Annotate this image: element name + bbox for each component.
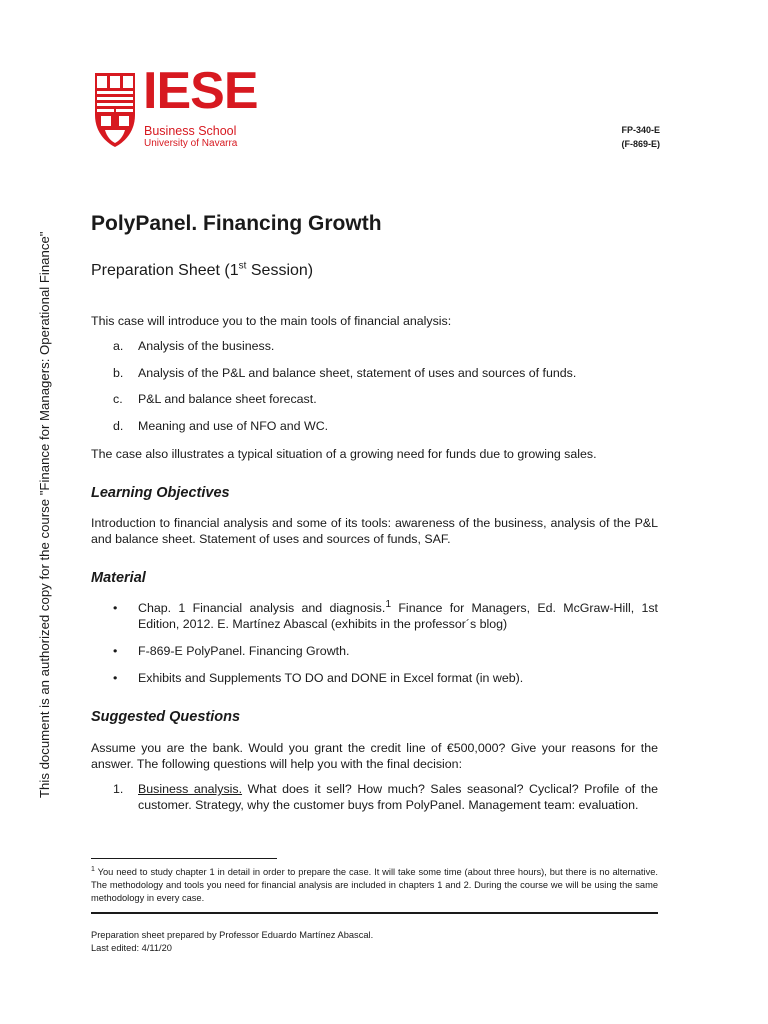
footer-divider	[91, 912, 658, 914]
list-item: • Exhibits and Supplements TO DO and DONE in Excel format (in web).	[113, 671, 524, 685]
document-title: PolyPanel. Financing Growth	[91, 212, 382, 235]
footnote-divider	[91, 858, 277, 859]
page-footer	[91, 929, 373, 955]
document-code-secondary: (F-869-E)	[621, 139, 660, 149]
intro-paragraph: This case will introduce you to the main tools of financial analysis:	[91, 314, 452, 328]
intro-closing-paragraph: The case also illustrates a typical situation of a growing need for funds due to growing sales.	[91, 447, 597, 461]
suggested-questions-intro: Assume you are the bank. Would you grant the credit line of €500,000? Give your reasons for the answer. The following questions will help you with the final decision:	[91, 741, 658, 771]
section-heading-suggested-questions: Suggested Questions	[91, 709, 241, 725]
learning-objectives-text: Introduction to financial analysis and some of its tools: awareness of the business, analysis of the P&L and balance sheet. Statement of uses and sources of funds, SAF.	[91, 516, 658, 546]
bullet-icon: •	[113, 601, 118, 615]
logo-subtitle-university: University of Navarra	[144, 138, 238, 149]
section-heading-learning-objectives: Learning Objectives	[91, 485, 230, 501]
document-code: FP-340-E	[621, 125, 660, 135]
iese-shield-icon	[93, 71, 137, 149]
authorized-copy-notice: This document is an authorized copy for the course "Finance for Managers: Operational Finance"	[37, 231, 52, 798]
footnote: $^1$ You need to study chapter 1 in detail in order to prepare the case. It will take some time (about three hours), but there is no alternative. The methodology and tools you need for financial analysis are included in chapters 1 and 2. During the course we will be using the same methodology in every case.	[91, 865, 658, 903]
document-codes	[621, 123, 660, 151]
logo-subtitle-school: Business School	[144, 124, 237, 138]
list-item: a. Analysis of the business.	[113, 339, 275, 353]
numbered-question: 1. Business analysis. What does it sell? How much? Sales seasonal? Cyclical? Profile of the customer. Strategy, why the customer buys from PolyPanel. Management team: evaluation.	[113, 782, 658, 812]
logo-wordmark: IESE	[143, 62, 258, 120]
list-item: c. P&L and balance sheet forecast.	[113, 392, 317, 406]
iese-logo	[93, 62, 258, 151]
list-item: • F-869-E PolyPanel. Financing Growth.	[113, 644, 350, 658]
section-heading-material: Material	[91, 570, 146, 586]
last-edited: Last edited: 4/11/20	[91, 943, 172, 953]
list-item: b. Analysis of the P&L and balance sheet, statement of uses and sources of funds.	[113, 366, 577, 380]
preparer-credit: Preparation sheet prepared by Professor Eduardo Martínez Abascal.	[91, 930, 374, 940]
bullet-icon: •	[113, 644, 118, 658]
bullet-icon: •	[113, 671, 118, 685]
list-item: • Chap. 1 Financial analysis and diagnosis.$^1$ Finance for Managers, Ed. McGraw-Hill, 1st Edition, 2012. E. Martínez Abascal (exhibits in the professor´s blog)	[113, 598, 658, 631]
document-subtitle: Preparation Sheet (1st Session)	[91, 260, 314, 279]
list-item: d. Meaning and use of NFO and WC.	[113, 419, 329, 433]
